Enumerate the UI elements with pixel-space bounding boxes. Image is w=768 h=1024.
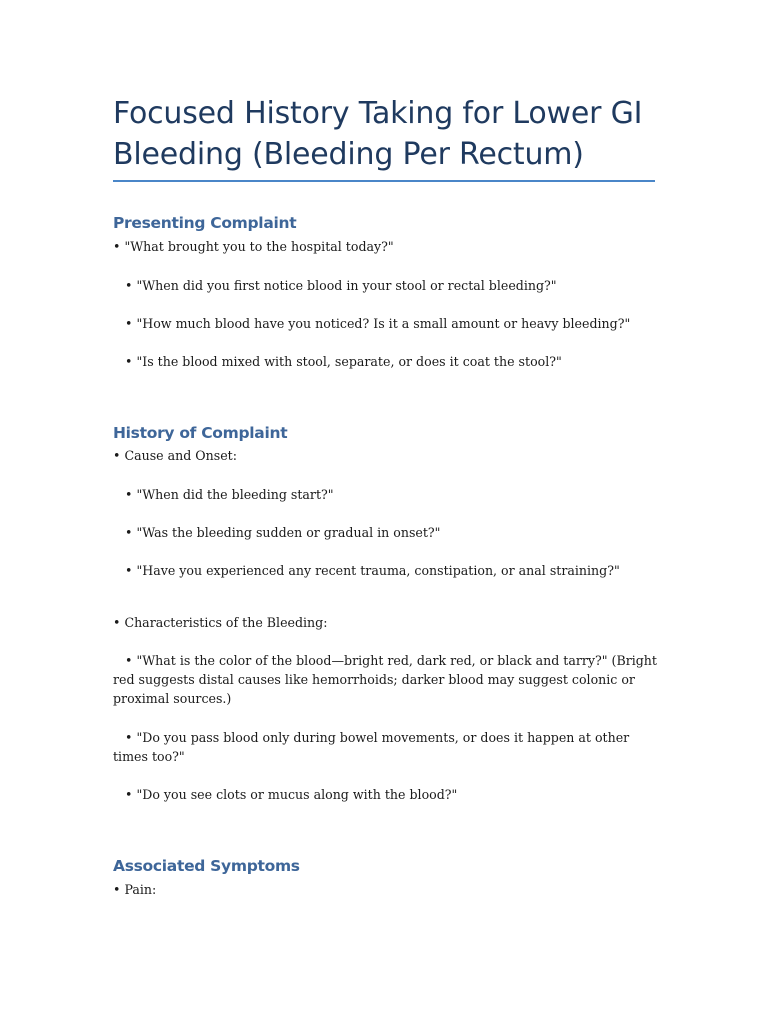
cause-onset-text: Cause and Onset: [124, 448, 237, 463]
bullet-marker: • [125, 787, 133, 802]
cause-item-text: "Was the bleeding sudden or gradual in onset?" [136, 525, 441, 540]
heading-presenting-complaint: Presenting Complaint [113, 214, 297, 232]
bullet-marker: • [125, 730, 133, 745]
characteristics-item-text: "Do you see clots or mucus along with the blood?" [136, 787, 458, 802]
bullet-marker: • [113, 615, 121, 630]
characteristics-item-2 [113, 728, 658, 766]
presenting-item-2 [113, 276, 658, 295]
document-title: Focused History Taking for Lower GI Bleeding (Bleeding Per Rectum) [113, 96, 643, 172]
heading-associated-symptoms: Associated Symptoms [113, 857, 300, 875]
characteristics-label [113, 613, 658, 632]
presenting-item-text: "What brought you to the hospital today?" [124, 239, 394, 254]
cause-item-text: "Have you experienced any recent trauma, constipation, or anal straining?" [136, 563, 620, 578]
bullet-marker: • [125, 487, 133, 502]
presenting-item-text: "Is the blood mixed with stool, separate, or does it coat the stool?" [136, 354, 562, 369]
bullet-marker: • [125, 525, 133, 540]
pain-text: Pain: [124, 882, 157, 897]
bullet-marker: • [113, 239, 121, 254]
presenting-item-3 [113, 314, 658, 333]
cause-onset-label [113, 446, 658, 465]
presenting-item-1 [113, 237, 658, 256]
bullet-marker: • [125, 316, 133, 331]
cause-item-text: "When did the bleeding start?" [136, 487, 334, 502]
bullet-marker: • [113, 882, 121, 897]
characteristics-item-text: "Do you pass blood only during bowel movements, or does it happen at other times too?" [113, 730, 630, 764]
bullet-marker: • [113, 448, 121, 463]
bullet-marker: • [125, 354, 133, 369]
title-underline [113, 180, 655, 182]
characteristics-item-1 [113, 651, 658, 708]
presenting-item-text: "How much blood have you noticed? Is it a small amount or heavy bleeding?" [136, 316, 631, 331]
characteristics-item-text: "What is the color of the blood—bright red, dark red, or black and tarry?" (Bright red suggests distal causes like hemorrhoids; darker blood may suggest colonic or proximal sources.) [113, 653, 657, 706]
pain-label [113, 880, 658, 899]
bullet-marker: • [125, 653, 133, 668]
presenting-item-4 [113, 352, 658, 371]
characteristics-item-3 [113, 785, 658, 804]
presenting-item-text: "When did you first notice blood in your stool or rectal bleeding?" [136, 278, 557, 293]
cause-item-2 [113, 523, 658, 542]
cause-item-1 [113, 485, 658, 504]
cause-item-3 [113, 561, 658, 580]
heading-history-of-complaint: History of Complaint [113, 424, 288, 442]
characteristics-text: Characteristics of the Bleeding: [124, 615, 328, 630]
bullet-marker: • [125, 563, 133, 578]
bullet-marker: • [125, 278, 133, 293]
